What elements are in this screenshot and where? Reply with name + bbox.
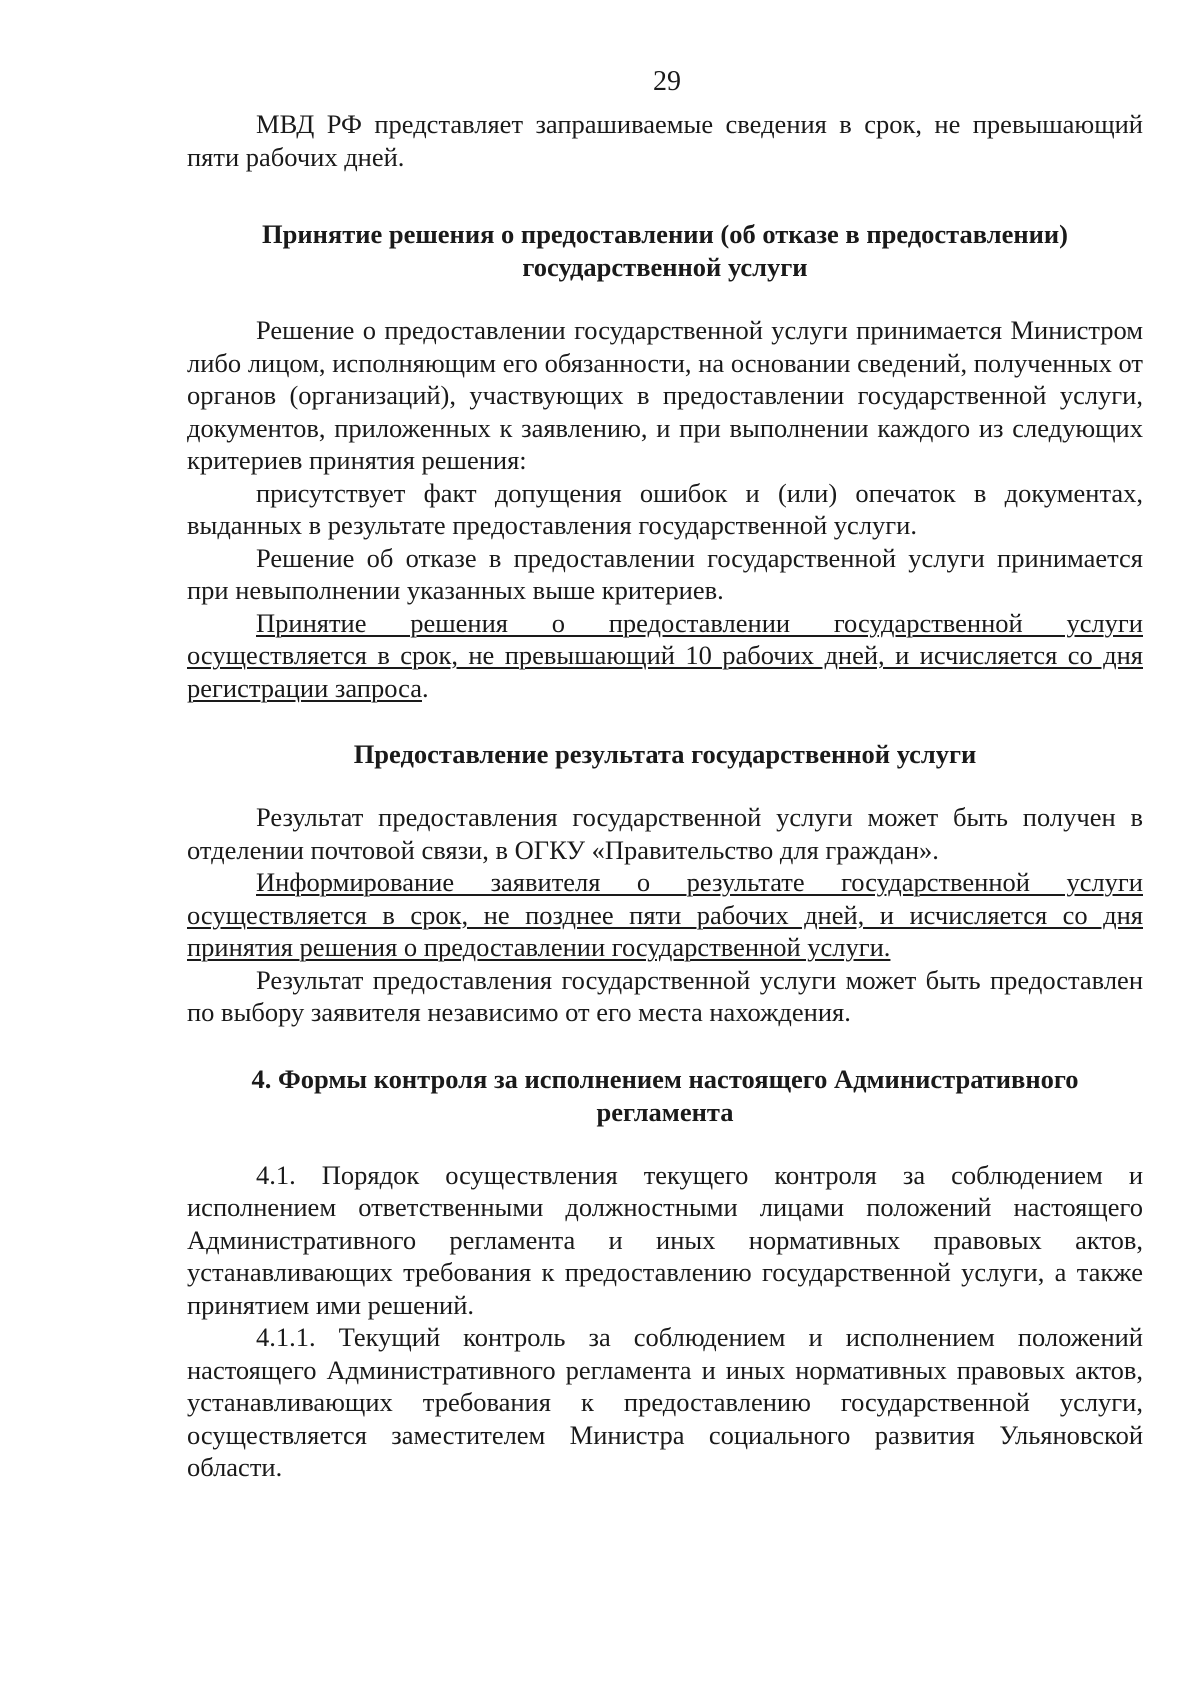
control-paragraph-4-1: 4.1. Порядок осуществления текущего контроля за соблюдением и исполнением ответственными должностными лицами положений настоящего Административного регламента и иных нормативных правовых актов, устанавливающих требования к предоставлению государственной услуги, а также принятием ими решений.	[187, 1159, 1143, 1320]
result-paragraph-obtain: Результат предоставления государственной услуги может быть получен в отделении почтовой связи, в ОГКУ «Правительство для граждан».	[187, 802, 1143, 865]
control-paragraph-4-1-1: 4.1.1. Текущий контроль за соблюдением и исполнением положений настоящего Административного регламента и иных нормативных правовых актов, устанавливающих требования к предоставлению государственной услуги, осуществляется заместителем Министра социального развития Ульяновской области.	[187, 1322, 1143, 1482]
decision-paragraph-deadline	[187, 607, 1143, 705]
result-paragraph-informing	[187, 866, 1143, 964]
decision-paragraph-refusal: Решение об отказе в предоставлении государственной услуги принимается при невыполнении указанных выше критериев.	[187, 542, 1143, 605]
decision-deadline-underlined-text: Принятие решения о предоставлении государственной услуги осуществляется в срок, не превышающий 10 рабочих дней, и исчисляется со дня регистрации запроса	[187, 607, 1143, 703]
result-informing-underlined-text: Информирование заявителя о результате государственной услуги осуществляется в срок, не позднее пяти рабочих дней, и исчисляется со дня принятия решения о предоставлении государственной услуги.	[187, 867, 1143, 962]
decision-paragraph-criteria: Решение о предоставлении государственной услуги принимается Министром либо лицом, исполняющим его обязанности, на основании сведений, полученных от органов (организаций), участвующих в предоставлении государственной услуги, документов, приложенных к заявлению, и при выполнении каждого из следующих критериев принятия решения:	[187, 315, 1143, 475]
decision-section-heading: Принятие решения о предоставлении (об отказе в предоставлении) государственной услуги	[262, 219, 1068, 282]
decision-deadline-period: .	[421, 672, 429, 703]
result-paragraph-choice: Результат предоставления государственной услуги может быть предоставлен по выбору заявителя независимо от его места нахождения.	[187, 964, 1143, 1027]
control-section-heading: 4. Формы контроля за исполнением настоящего Административного регламента	[251, 1063, 1079, 1127]
intro-paragraph: МВД РФ представляет запрашиваемые сведения в срок, не превышающий пяти рабочих дней.	[187, 109, 1143, 172]
page-number: 29	[653, 66, 681, 97]
document-page	[187, 62, 1143, 1484]
result-section-heading: Предоставление результата государственной услуги	[353, 739, 977, 769]
decision-paragraph-errors: присутствует факт допущения ошибок и (или) опечаток в документах, выданных в результате предоставления государственной услуги.	[187, 477, 1143, 540]
